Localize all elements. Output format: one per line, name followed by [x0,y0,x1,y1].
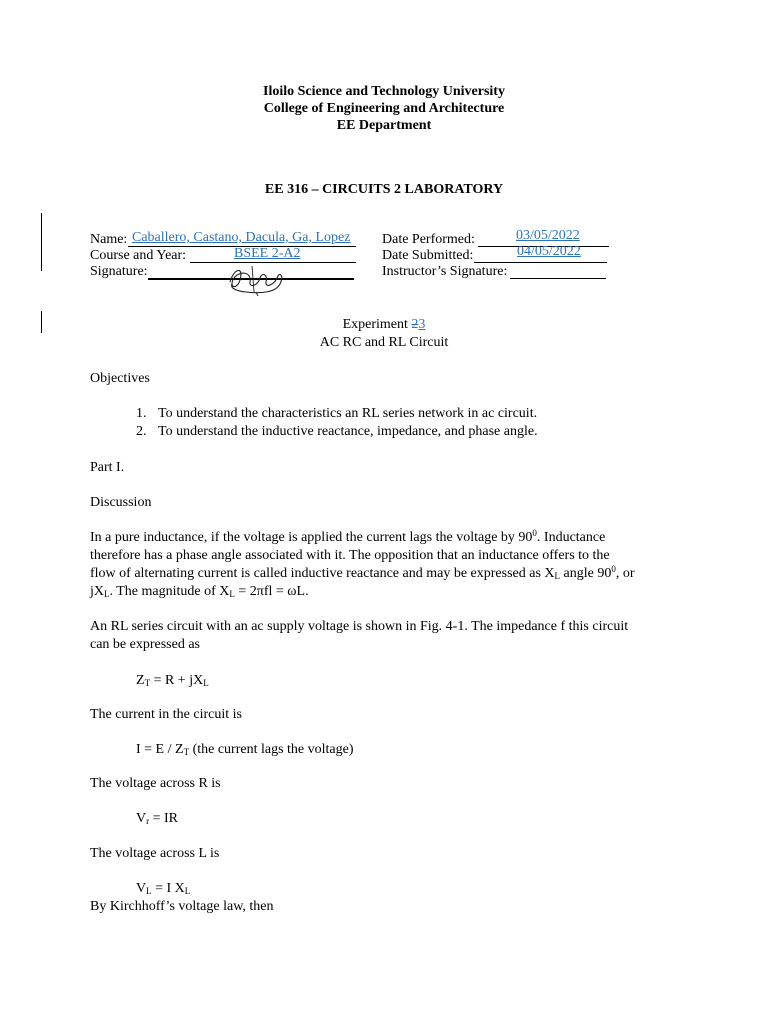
experiment-title: AC RC and RL Circuit [319,335,449,350]
vr-intro: The voltage across R is [90,776,221,791]
kvl-intro: By Kirchhoff’s voltage law, then [90,899,274,914]
date-performed-label: Date Performed: [382,232,475,247]
paragraph-line: $jX_L$. The magnitude of $X_L = 2\pi fl = \omega L$. [90,584,309,599]
experiment-label: Experiment [342,317,408,332]
objective-number: 2. [136,424,147,439]
name-value: Caballero, Castano, Dacula, Ga, Lopez [132,230,351,245]
university-name: Iloilo Science and Technology University [263,84,505,99]
experiment-new-number: 3 [418,317,426,332]
name-field[interactable] [128,231,356,247]
instructor-signature-label: Instructor’s Signature: [382,264,508,279]
equation-vl: $V_L = I$ $X_L$ [136,881,191,896]
course-title: EE 316 – CIRCUITS 2 LABORATORY [264,182,504,197]
equation-vr: $V_r$ = IR [136,811,179,826]
paragraph-line: In a pure inductance, if the voltage is applied the current lags the voltage by $90^0$. Inductance [90,528,606,545]
name-label: Name: [90,232,128,247]
instructor-signature-field[interactable] [510,263,606,279]
paragraph-line: can be expressed as [90,637,201,652]
discussion-heading: Discussion [90,495,152,510]
course-field[interactable] [190,247,356,263]
date-submitted-value: 04/05/2022 [517,244,581,259]
equation-current: $I = E / Z_T$ (the current lags the voltage) [136,742,354,757]
revision-bar [41,213,42,271]
part-heading: Part I. [90,460,125,475]
department-name: EE Department [336,118,432,133]
date-submitted-label: Date Submitted: [382,248,474,263]
objectives-heading: Objectives [90,371,150,386]
vl-intro: The voltage across L is [90,846,220,861]
college-name: College of Engineering and Architecture [263,101,505,116]
objective-number: 1. [136,406,147,421]
signature-label: Signature: [90,264,148,279]
date-submitted-field[interactable] [474,244,607,263]
course-label: Course and Year: [90,248,187,263]
current-intro: The current in the circuit is [90,707,242,722]
course-value: BSEE 2-A2 [234,246,301,261]
paragraph-line: An RL series circuit with an ac supply voltage is shown in Fig. 4-1. The impedance f this circuit [90,619,629,634]
paragraph-line: therefore has a phase angle associated with it. The opposition that an inductance offers to the [90,548,610,563]
signature-image [222,262,292,298]
objective-item: To understand the characteristics an RL series network in ac circuit. [158,406,538,421]
experiment-number [0,317,768,333]
experiment-old-number: 2 [411,317,419,332]
objective-item: To understand the inductive reactance, impedance, and phase angle. [158,424,538,439]
equation-impedance: $Z_T = R + jX_L$ [136,673,209,688]
date-performed-value: 03/05/2022 [516,228,580,243]
paragraph-line: flow of alternating current is called inductive reactance and may be expressed as $X_L$ angle $90^0$, or [90,564,635,581]
